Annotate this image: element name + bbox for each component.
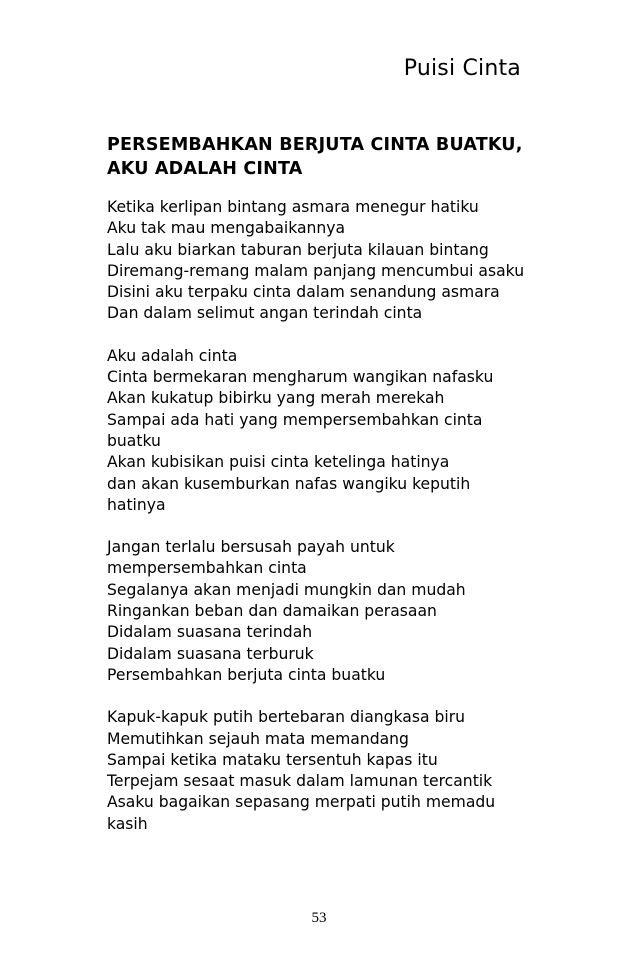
poem-line: Ketika kerlipan bintang asmara menegur hatiku bbox=[107, 198, 479, 216]
stanza-1 bbox=[107, 197, 547, 325]
stanza-3 bbox=[107, 537, 547, 686]
poem-line: Disini aku terpaku cinta dalam senandung asmara bbox=[107, 283, 500, 302]
poem-line: Memutihkan sejauh mata memandang bbox=[107, 729, 409, 748]
poem-title-line: PERSEMBAHKAN BERJUTA CINTA BUATKU, bbox=[107, 135, 523, 155]
poem-line: Lalu aku biarkan taburan berjuta kilauan bintang bbox=[107, 240, 489, 259]
poem-line: Didalam suasana terburuk bbox=[107, 644, 314, 663]
poem-line: Didalam suasana terindah bbox=[107, 623, 313, 642]
poem-line: Ringankan beban dan damaikan perasaan bbox=[107, 602, 437, 621]
poem-line: buatku bbox=[107, 431, 161, 450]
poem-line: Cinta bermekaran mengharum wangikan nafasku bbox=[107, 368, 494, 387]
poem-line: Terpejam sesaat masuk dalam lamunan tercantik bbox=[107, 772, 493, 791]
poem-line: Persembahkan berjuta cinta buatku bbox=[107, 665, 386, 684]
poem-line: mempersembahkan cinta bbox=[107, 559, 307, 578]
poem-line: Akan kubisikan puisi cinta ketelinga hatinya bbox=[107, 453, 450, 472]
poem-line: Aku adalah cinta bbox=[107, 346, 238, 365]
page-number: 53 bbox=[311, 910, 327, 926]
poem-line: Diremang-remang malam panjang mencumbui asaku bbox=[107, 261, 525, 280]
stanza-4 bbox=[107, 707, 547, 835]
poem-line: dan akan kusemburkan nafas wangiku keputih bbox=[107, 474, 471, 493]
poem-line: Sampai ketika mataku tersentuh kapas itu bbox=[107, 750, 438, 769]
running-header: Puisi Cinta bbox=[403, 56, 521, 81]
poem-line: Kapuk-kapuk putih bertebaran diangkasa biru bbox=[107, 708, 466, 727]
poem-title bbox=[107, 133, 523, 181]
poem-line: Akan kukatup bibirku yang merah merekah bbox=[107, 389, 445, 408]
poem-line: hatinya bbox=[107, 495, 166, 514]
poem-title-line: AKU ADALAH CINTA bbox=[107, 159, 303, 179]
poem-body bbox=[107, 197, 547, 856]
poem-line: Jangan terlalu bersusah payah untuk bbox=[107, 538, 395, 557]
poem-line: kasih bbox=[107, 814, 148, 833]
poem-line: Segalanya akan menjadi mungkin dan mudah bbox=[107, 580, 466, 599]
poem-line: Asaku bagaikan sepasang merpati putih memadu bbox=[107, 793, 496, 812]
poem-line: Sampai ada hati yang mempersembahkan cinta bbox=[107, 410, 483, 429]
stanza-2 bbox=[107, 346, 547, 516]
poem-line: Aku tak mau mengabaikannya bbox=[107, 219, 346, 238]
poem-line: Dan dalam selimut angan terindah cinta bbox=[107, 304, 423, 323]
